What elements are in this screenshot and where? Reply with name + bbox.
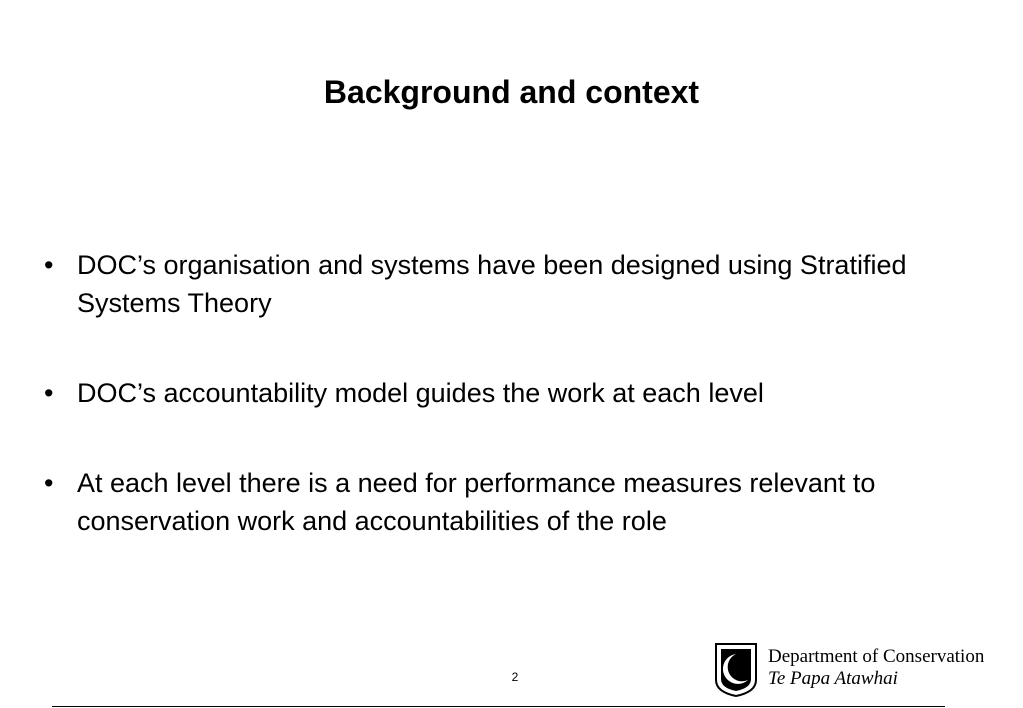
slide-title: Background and context: [323, 74, 700, 110]
footer-divider: [52, 706, 945, 707]
bullet-item: [44, 464, 984, 540]
bullet-marker: •: [44, 250, 54, 280]
bullet-item: [44, 374, 984, 412]
bullet-text: DOC’s organisation and systems have been designed using Stratified Systems Theory: [77, 250, 907, 318]
bullet-item: [44, 246, 984, 322]
bullet-marker: •: [44, 468, 54, 498]
bullet-list: [44, 246, 984, 592]
page-number: 2: [511, 670, 519, 684]
bullet-marker: •: [44, 378, 54, 408]
logo-text: [768, 646, 984, 690]
logo-line-maori: Te Papa Atawhai: [768, 668, 898, 689]
doc-logo-icon: [712, 640, 760, 698]
doc-logo: [712, 640, 1020, 698]
bullet-text: DOC’s accountability model guides the work at each level: [77, 378, 764, 408]
logo-line-department: Department of Conservation: [768, 646, 985, 667]
bullet-text: At each level there is a need for performance measures relevant to conservation work and accountabilities of the role: [77, 468, 876, 536]
